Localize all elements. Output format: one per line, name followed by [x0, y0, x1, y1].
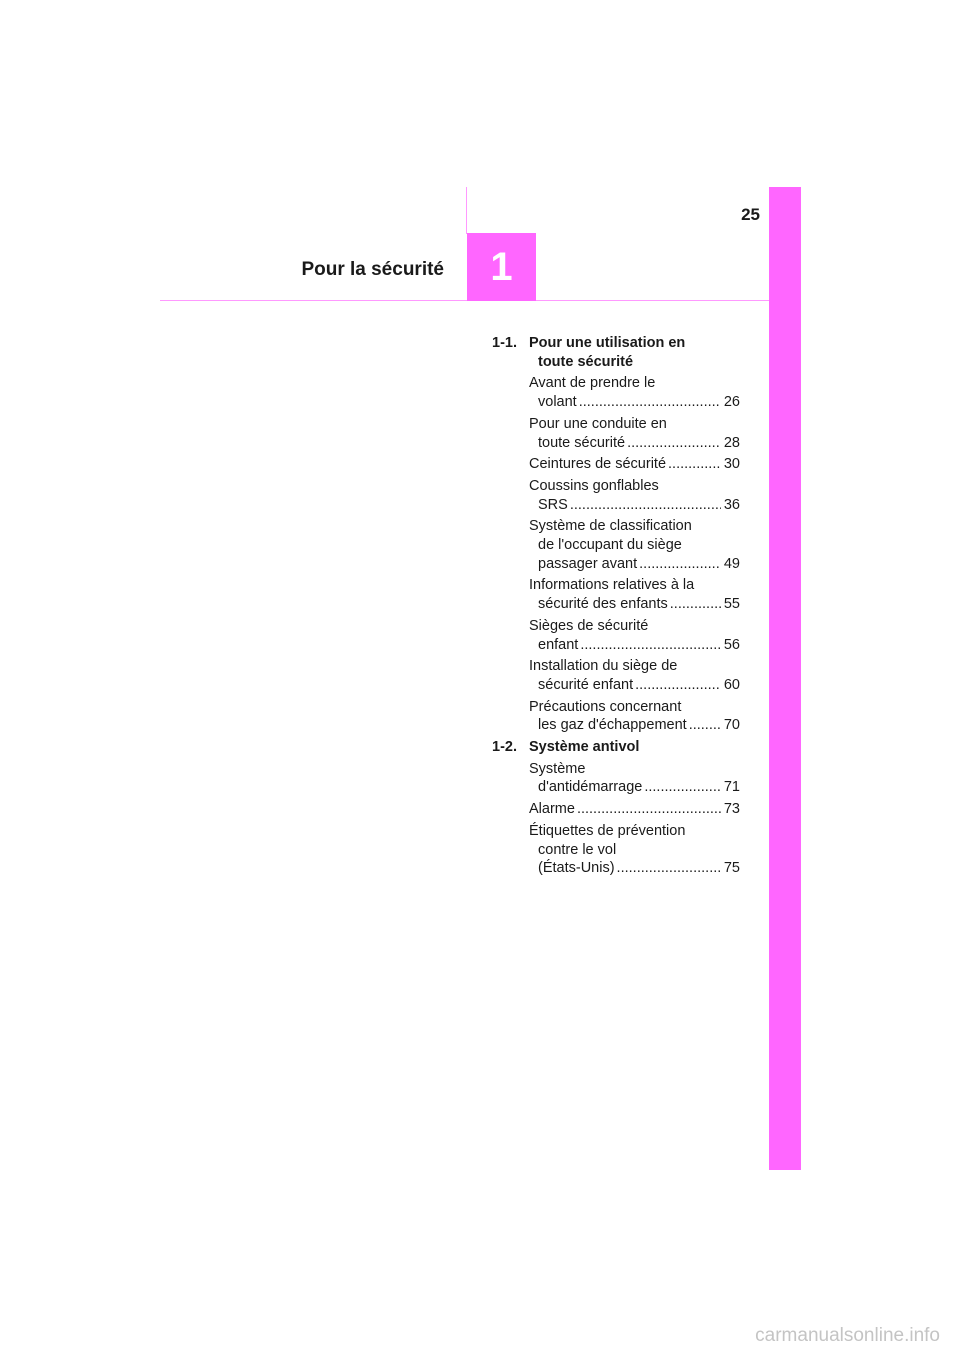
chapter-number-box: 1: [467, 233, 536, 301]
entry-page-number: 28: [723, 434, 740, 451]
entry-title-text: sécurité enfant: [538, 676, 634, 693]
toc-entry[interactable]: [492, 800, 740, 819]
entry-title-text: toute sécurité: [538, 434, 626, 451]
entry-title-line: Coussins gonflables: [529, 477, 659, 494]
entry-title-text: (États-Unis): [538, 860, 615, 877]
dot-leader: [570, 496, 721, 515]
header-vertical-rule: [466, 187, 467, 234]
entry-title-line: Système: [529, 760, 586, 777]
entry-title-line: [529, 800, 740, 819]
toc-entry[interactable]: [492, 517, 740, 573]
entry-title-text: les gaz d'échappement: [538, 717, 687, 734]
chapter-side-tab: [769, 187, 801, 1170]
entry-title-line: [529, 496, 740, 515]
entry-page-number: 56: [723, 636, 740, 653]
entry-page-number: 60: [723, 676, 740, 693]
section-number: 1-2.: [492, 739, 517, 756]
entry-title-line: Sièges de sécurité: [529, 617, 649, 634]
entry-title-text: Ceintures de sécurité: [529, 456, 667, 473]
section-number: 1-1.: [492, 335, 517, 351]
toc-entry[interactable]: [492, 576, 740, 613]
table-of-contents: [492, 334, 740, 881]
entry-title-line: [529, 595, 740, 614]
entry-title-text: Alarme: [529, 801, 575, 818]
toc-entry[interactable]: [492, 374, 740, 411]
dot-leader: [670, 595, 721, 614]
section-heading: [492, 334, 740, 371]
toc-entry[interactable]: [492, 617, 740, 654]
entry-title-line: Étiquettes de prévention: [529, 822, 686, 839]
dot-leader: [639, 555, 721, 574]
entry-page-number: 55: [723, 596, 740, 613]
toc-entry[interactable]: [492, 477, 740, 514]
toc-entry[interactable]: [492, 760, 740, 797]
entry-page-number: 73: [723, 801, 740, 818]
entry-title-line: [529, 393, 740, 412]
entry-title-line: Précautions concernant: [529, 698, 682, 715]
entry-page-number: 36: [723, 496, 740, 513]
entry-title-line: [529, 859, 740, 878]
entry-title-text: d'antidémarrage: [538, 779, 643, 796]
toc-entry[interactable]: [492, 415, 740, 452]
entry-page-number: 30: [723, 456, 740, 473]
dot-leader: [577, 800, 721, 819]
toc-section: [492, 334, 740, 735]
entry-title-line: [529, 636, 740, 655]
dot-leader: [579, 393, 721, 412]
entry-title-line: contre le vol: [538, 841, 617, 858]
dot-leader: [668, 455, 721, 474]
dot-leader: [644, 778, 721, 797]
watermark: carmanualsonline.info: [755, 1325, 940, 1346]
dot-leader: [617, 859, 721, 878]
toc-entry[interactable]: [492, 657, 740, 694]
entry-page-number: 71: [723, 779, 740, 796]
entry-title-line: Installation du siège de: [529, 658, 678, 675]
section-title-line: Système antivol: [529, 739, 640, 756]
entry-title-line: Pour une conduite en: [529, 415, 667, 432]
page-number: 25: [741, 205, 760, 224]
chapter-title: Pour la sécurité: [301, 259, 444, 280]
entry-title-text: volant: [538, 394, 577, 411]
section-title-line: toute sécurité: [538, 353, 634, 370]
entry-title-line: [529, 676, 740, 695]
entry-title-line: [529, 716, 740, 735]
entry-page-number: 49: [723, 555, 740, 572]
entry-title-line: [529, 434, 740, 453]
entry-title-text: SRS: [538, 496, 568, 513]
entry-title-text: sécurité des enfants: [538, 596, 668, 613]
dot-leader: [635, 676, 721, 695]
entry-title-text: enfant: [538, 636, 579, 653]
entry-title-line: [529, 778, 740, 797]
toc-entry[interactable]: [492, 698, 740, 735]
entry-page-number: 26: [723, 394, 740, 411]
entry-title-text: passager avant: [538, 555, 638, 572]
section-title-line: Pour une utilisation en: [529, 335, 686, 351]
section-heading: [492, 738, 740, 757]
entry-title-line: [529, 455, 740, 474]
entry-page-number: 75: [723, 860, 740, 877]
entry-page-number: 70: [723, 717, 740, 734]
entry-title-line: Informations relatives à la: [529, 577, 695, 594]
entry-title-line: [529, 555, 740, 574]
dot-leader: [689, 716, 721, 735]
toc-section: [492, 738, 740, 878]
entry-title-line: de l'occupant du siège: [538, 537, 682, 554]
entry-title-line: Avant de prendre le: [529, 375, 656, 392]
toc-entry[interactable]: [492, 455, 740, 474]
header-horizontal-rule: [160, 300, 769, 301]
entry-title-line: Système de classification: [529, 518, 692, 535]
toc-entry[interactable]: [492, 822, 740, 878]
dot-leader: [627, 434, 721, 453]
dot-leader: [580, 636, 721, 655]
